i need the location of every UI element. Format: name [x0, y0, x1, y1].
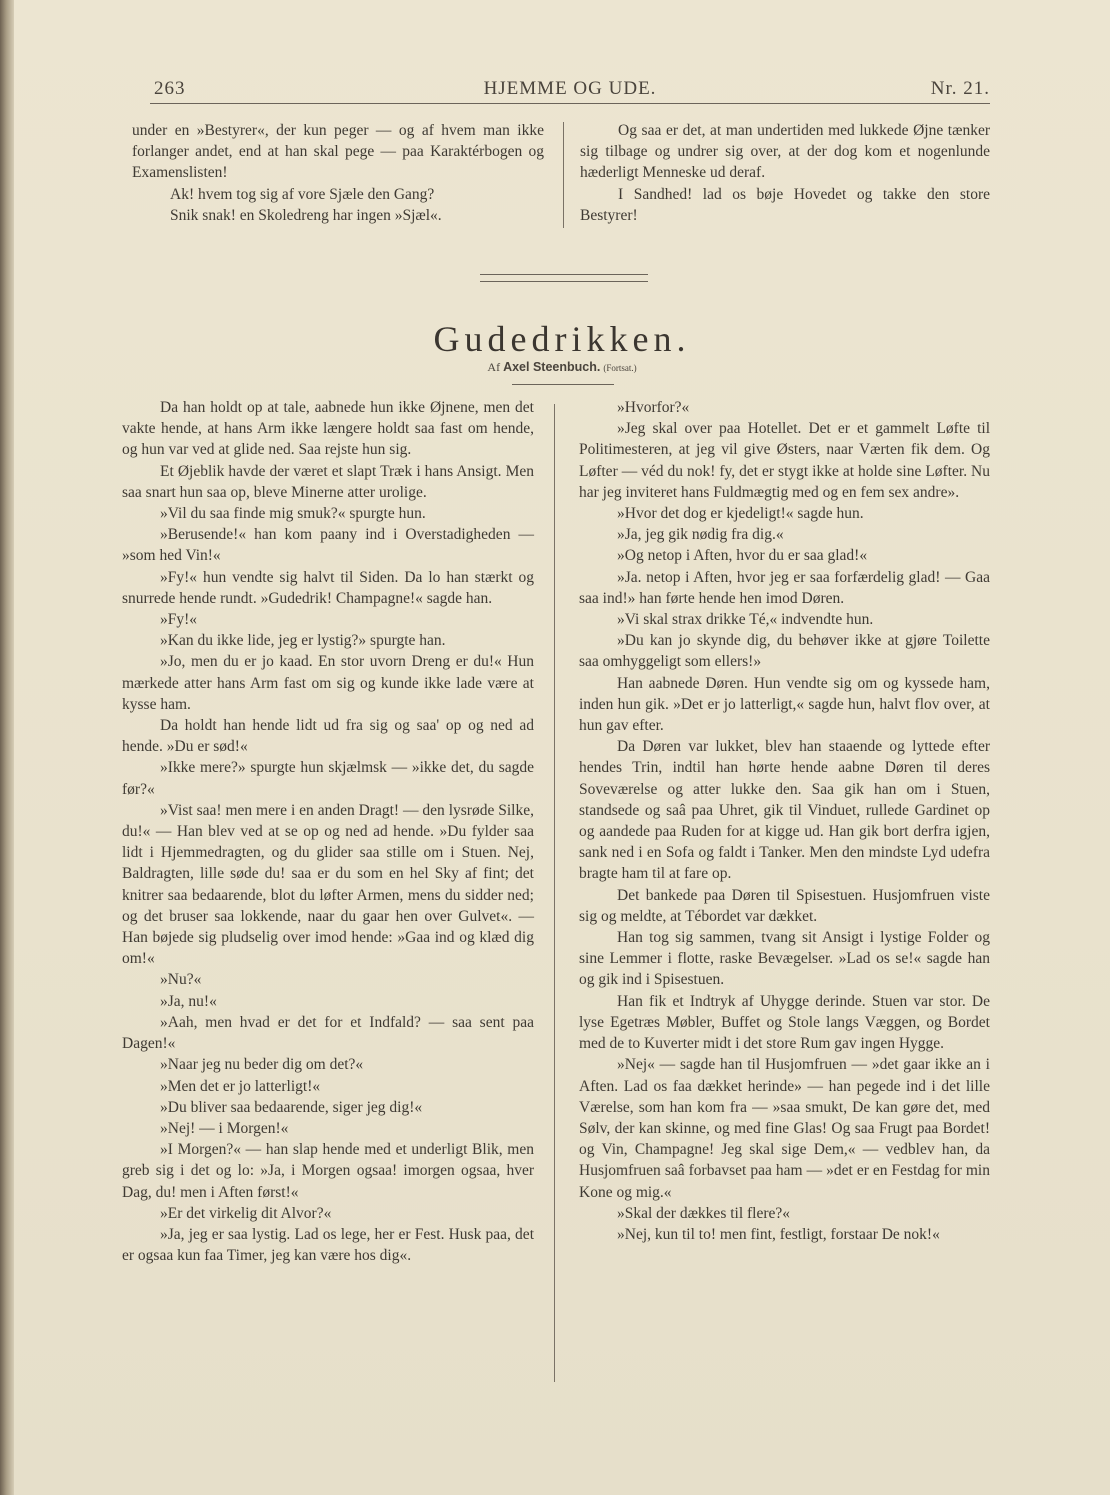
paragraph: »Ja, jeg gik nødig fra dig.«	[617, 526, 784, 544]
paragraph: Han tog sig sammen, tvang sit Ansigt i lystige Folder og sine Lemmer i flotte, raske Bevægelser. »Lad os se!« sagde han og gik ind i Spisestuen.	[579, 929, 990, 989]
section-separator	[480, 274, 648, 282]
paragraph: »Berusende!« han kom paany ind i Overstadigheden — »som hed Vin!«	[122, 526, 534, 565]
paragraph: »Jo, men du er jo kaad. En stor uvorn Dreng er du!« Hun mærkede atter hans Arm fast om sig og kunde ikke lade være at kysse ham.	[122, 653, 534, 713]
paragraph: »Naar jeg nu beder dig om det?«	[160, 1056, 364, 1074]
paragraph: Da Døren var lukket, blev han staaende og lyttede efter hendes Trin, indtil han hørte hende aabne Døren til deres Soveværelse og atter lukke den. Saa gik han om i Stuen, standsede og saâ paa Uhret, gik til Vinduet, rullede Gardinet op og aandede paa Ruden for at kigge ud. Han gik bort derfra igjen, sank ned i en Sofa og faldt i Tanker. Men den mindste Lyd udefra bragte ham til at fare op.	[579, 738, 990, 883]
paragraph: »Ja. netop i Aften, hvor jeg er saa forfærdelig glad! — Gaa saa ind!» han førte hende hen imod Døren.	[579, 568, 990, 607]
column-divider	[563, 122, 564, 228]
page	[14, 0, 1110, 1495]
article-right-column	[579, 397, 990, 1245]
page-number: 263	[154, 78, 186, 99]
article-title: Gudedrikken.	[433, 319, 691, 359]
header-rule	[150, 103, 990, 104]
article-left-column	[122, 397, 534, 1266]
paragraph: Ak! hvem tog sig af vore Sjæle den Gang?	[170, 185, 435, 203]
paragraph: Og saa er det, at man undertiden med lukkede Øjne tænker sig tilbage og undrer sig over, at der dog kom et nogenlunde hæderligt Menneske ud deraf.	[580, 122, 990, 182]
byline-prefix: Af	[487, 360, 501, 374]
paragraph: Et Øjeblik havde der været et slapt Træk i hans Ansigt. Men saa snart hun saa op, bleve Minerne atter urolige.	[122, 462, 534, 501]
paragraph: »Og netop i Aften, hvor du er saa glad!«	[617, 547, 868, 565]
paragraph: Da han holdt op at tale, aabnede hun ikke Øjnene, men det vakte hende, at hans Arm ikke længere holdt saa fast om hende, og hun var ved at glide ned. Saa rejste hun sig.	[122, 399, 534, 459]
paragraph: »Vi skal strax drikke Té,« indvendte hun.	[617, 611, 874, 629]
previous-article-right-column	[580, 120, 990, 226]
paragraph: »Er det virkelig dit Alvor?«	[160, 1204, 332, 1222]
paragraph: Det bankede paa Døren til Spisestuen. Husjomfruen viste sig og meldte, at Tébordet var dækket.	[579, 886, 990, 925]
paragraph: I Sandhed! lad os bøje Hovedet og takke den store Bestyrer!	[580, 185, 990, 224]
issue-number: Nr. 21.	[930, 78, 990, 99]
paragraph: »Ikke mere?» spurgte hun skjælmsk — »ikke det, du sagde før?«	[122, 759, 534, 798]
paragraph: »Du bliver saa bedaarende, siger jeg dig!«	[160, 1098, 423, 1116]
paragraph: »Du kan jo skynde dig, du behøver ikke at gjøre Toilette saa omhyggeligt som ellers!»	[579, 632, 990, 671]
paragraph: »Ja, nu!«	[160, 992, 217, 1010]
byline	[14, 360, 1110, 375]
journal-title: HJEMME OG UDE.	[483, 78, 657, 99]
running-header	[150, 78, 990, 104]
paragraph: Snik snak! en Skoledreng har ingen »Sjæl«.	[170, 206, 442, 224]
paragraph: »Nej« — sagde han til Husjomfruen — »det gaar ikke an i Aften. Lad os faa dækket herinde» — han pegede ind i det lille Værelse, som han kom fra — »saa smukt, De kan gøre det, med Sølv, der kan skinne, og med fine Glas! Og saa Frugt paa Bordet! og Vin, Champagne! Jeg skal sige Dem,« — vedblev han, da Husjomfruen saâ forbavset paa ham — »det er en Festdag for min Kone og mig.«	[579, 1056, 990, 1201]
paragraph: »Fy!«	[160, 611, 198, 629]
previous-article-left-column	[132, 120, 544, 226]
column-divider	[554, 404, 555, 1382]
paragraph: »Aah, men hvad er det for et Indfald? — saa sent paa Dagen!«	[122, 1013, 534, 1053]
paragraph: »Nu?«	[160, 971, 202, 989]
paragraph: »Nej! — i Morgen!«	[160, 1119, 289, 1137]
paragraph: Han fik et Indtryk af Uhygge derinde. Stuen var stor. De lyse Egetræs Møbler, Buffet og Stole langs Væggen, og Bordet med de to Kuverter midt i det store Rum gav ingen Hygge.	[579, 992, 990, 1053]
paragraph: »Hvorfor?«	[617, 399, 690, 416]
paragraph: »Ja, jeg er saa lystig. Lad os lege, her er Fest. Husk paa, det er ogsaa kun faa Timer, jeg kan være hos dig«.	[122, 1225, 534, 1265]
paragraph: under en »Bestyrer«, der kun peger — og af hvem man ikke forlanger andet, end at han skal pege — paa Karaktérbogen og Examenslisten!	[132, 122, 544, 182]
paragraph: »Men det er jo latterligt!«	[160, 1077, 321, 1095]
paragraph: »Vist saa! men mere i en anden Dragt! — den lysrøde Silke, du!« — Han blev ved at se op og ned ad hende. »Du fylder saa lidt i Hjemmedragten, og du glider saa stille om i Stuen. Nej, Baldragten, lille søde du! saa er du som en hel Sky af fint; det knitrer saa bedaarende, blot du løfter Armen, mens du sidder ned; og det bruser saa lokkende, naar du gaar hen over Gulvet«. — Han bøjede sig pludselig over imod hende: »Gaa ind og klæd dig om!«	[122, 801, 534, 968]
paragraph: »Fy!« hun vendte sig halvt til Siden. Da lo han stærkt og snurrede hende rundt. »Gudedrik! Champagne!« sagde han.	[122, 568, 534, 607]
author-name: Axel Steenbuch.	[503, 360, 601, 374]
paragraph: »Vil du saa finde mig smuk?« spurgte hun.	[160, 505, 426, 523]
continued-note: (Fortsat.)	[603, 363, 637, 373]
byline-rule	[512, 384, 614, 385]
paragraph: »I Morgen?« — han slap hende med et underligt Blik, men greb sig i det og lo: »Ja, i Morgen ogsaa! imorgen ogsaa, hver Dag, du! men i Aften først!«	[122, 1141, 534, 1201]
paragraph: »Skal der dækkes til flere?«	[617, 1204, 791, 1222]
paragraph: Han aabnede Døren. Hun vendte sig om og kyssede ham, inden hun gik. »Det er jo latterligt,« sagde hun, halvt flov over, at hun gav efter.	[579, 674, 990, 735]
paragraph: »Hvor det dog er kjedeligt!« sagde hun.	[617, 505, 864, 523]
paragraph: »Nej, kun til to! men fint, festligt, forstaar De nok!«	[617, 1225, 940, 1243]
paragraph: Da holdt han hende lidt ud fra sig og saa' op og ned ad hende. »Du er sød!«	[122, 717, 534, 756]
paragraph: »Jeg skal over paa Hotellet. Det er et gammelt Løfte til Politimesteren, at jeg vil give Østers, naar Værten fik dem. Og Løfter — véd du nok! fy, det er stygt ikke at holde sine Løfter. Nu har jeg inviteret hans Fuldmægtig med og en fem sex andre».	[579, 420, 990, 501]
book-binding-edge	[0, 0, 14, 1495]
paragraph: »Kan du ikke lide, jeg er lystig?» spurgte han.	[160, 632, 446, 650]
